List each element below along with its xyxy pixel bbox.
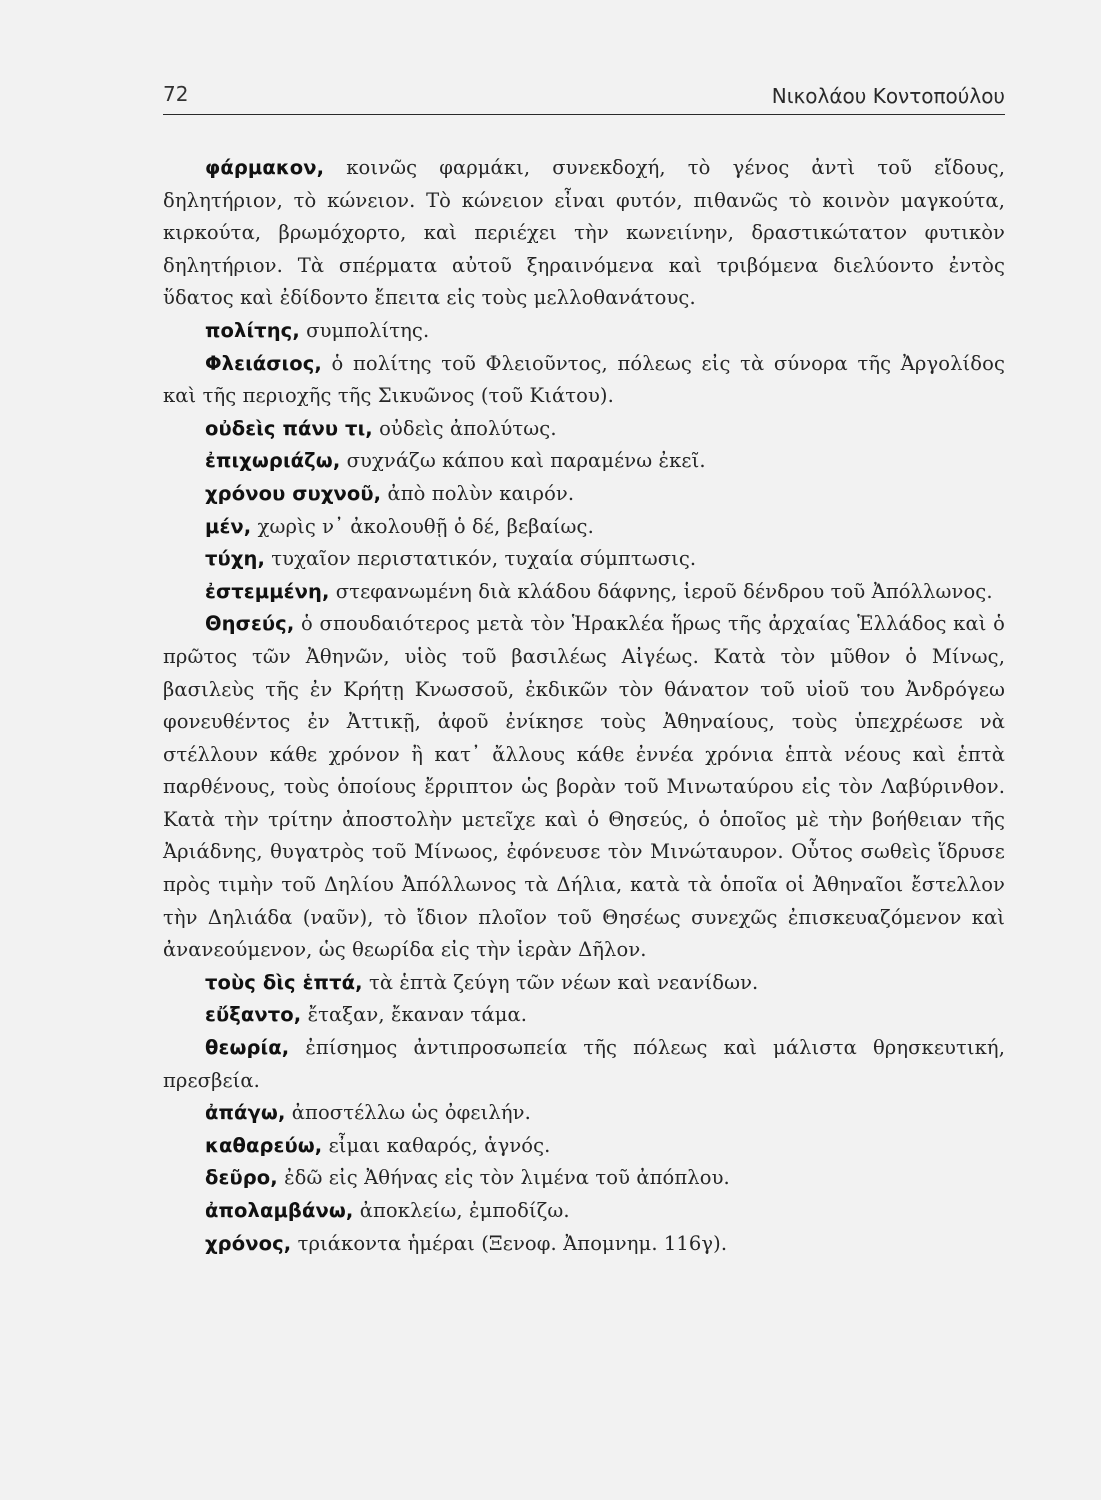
entry-term: καθαρεύω, (205, 1133, 323, 1157)
entry-term: ἐπιχωριάζω, (205, 449, 341, 473)
glossary-entry (163, 576, 1005, 609)
entry-term: Θησεύς, (205, 612, 295, 636)
entry-term: τύχη, (205, 547, 265, 571)
entry-term: χρόνου συχνοῦ, (205, 481, 382, 505)
glossary-entry (163, 152, 1005, 315)
glossary-entry (163, 1097, 1005, 1130)
glossary-entry (163, 967, 1005, 1000)
page-number: 72 (163, 82, 189, 106)
entry-definition: τυχαῖον περιστατικόν, τυχαία σύμπτωσις. (264, 547, 697, 571)
running-head-author: Νικολάου Κοντοπούλου (771, 84, 1005, 108)
entry-term: χρόνος, (205, 1231, 292, 1255)
glossary-entry (163, 999, 1005, 1032)
glossary-entry (163, 348, 1005, 413)
entry-definition: ἐπίσημος ἀντιπροσωπεία τῆς πόλεως καὶ μάλιστα θρησκευτική, πρεσβεία. (163, 1036, 1005, 1092)
entry-definition: ἀπὸ πολὺν καιρόν. (381, 481, 575, 505)
entry-definition: χωρὶς ν᾿ ἀκολουθῇ ὁ δέ, βεβαίως. (251, 514, 594, 538)
glossary (163, 152, 1005, 1260)
glossary-entry (163, 478, 1005, 511)
running-head (163, 78, 1005, 115)
entry-term: φάρμακον, (205, 156, 325, 179)
entry-definition: ἀποστέλλω ὡς ὀφειλήν. (285, 1101, 531, 1125)
entry-term: οὐδεὶς πάνυ τι, (205, 416, 373, 440)
entry-term: ἀπολαμβάνω, (205, 1199, 354, 1222)
entry-definition: ἔταξαν, ἔκαναν τάμα. (301, 1003, 528, 1027)
entry-term: θεωρία, (205, 1036, 290, 1060)
glossary-entry (163, 1032, 1005, 1097)
entry-definition: τριάκοντα ἡμέραι (Ξενοφ. Ἀπομνημ. 116γ). (291, 1231, 728, 1255)
entry-definition: κοινῶς φαρμάκι, συνεκδοχή, τὸ γένος ἀντὶ τοῦ εἴδους, δηλητήριον, τὸ κώνειον. Τὸ κώνειον εἶναι φυτόν, πιθανῶς τὸ κοινὸν μαγκούτα, κιρκούτα, βρωμόχορτο, καὶ περιέχει τὴν κωνειίνην, δραστικώτατον φυτικὸν δηλητήριον. Τὰ σπέρματα αὐτοῦ ξηραινόμενα καὶ τριβόμενα διελύοντο ἐντὸς ὕδατος καὶ ἐδίδοντο ἔπειτα εἰς τοὺς μελλοθανάτους. (163, 156, 1005, 310)
entry-term: ἀπάγω, (205, 1101, 286, 1125)
glossary-entry (163, 511, 1005, 544)
entry-definition: ἐδῶ εἰς Ἀθήνας εἰς τὸν λιμένα τοῦ ἀπόπλου. (277, 1166, 730, 1190)
entry-definition: συμπολίτης. (299, 318, 430, 342)
glossary-entry (163, 543, 1005, 576)
entry-definition: συχνάζω κάπου καὶ παραμένω ἐκεῖ. (340, 449, 706, 473)
entry-term: εὔξαντο, (205, 1003, 302, 1027)
entry-term: Φλειάσιος, (205, 351, 322, 375)
entry-definition: ὁ πολίτης τοῦ Φλειοῦντος, πόλεως εἰς τὰ σύνορα τῆς Ἀργολίδος καὶ τῆς περιοχῆς τῆς Σικυῶνος (τοῦ Κιάτου). (163, 351, 1005, 408)
glossary-entry (163, 413, 1005, 446)
glossary-entry (163, 608, 1005, 967)
entry-term: πολίτης, (205, 318, 300, 342)
entry-definition: εἶμαι καθαρός, ἁγνός. (322, 1133, 551, 1157)
entry-definition: οὐδεὶς ἀπολύτως. (372, 416, 557, 440)
entry-definition: ὁ σπουδαιότερος μετὰ τὸν Ἡρακλέα ἥρως τῆς ἀρχαίας Ἑλλάδος καὶ ὁ πρῶτος τῶν Ἀθηνῶν, υἱὸς τοῦ βασιλέως Αἰγέως. Κατὰ τὸν μῦθον ὁ Μίνως, βασιλεὺς τῆς ἐν Κρήτῃ Κνωσσοῦ, ἐκδικῶν τὸν θάνατον τοῦ υἱοῦ του Ἀνδρόγεω φονευθέντος ἐν Ἀττικῇ, ἀφοῦ ἐνίκησε τοὺς Ἀθηναίους, τοὺς ὑπεχρέωσε νὰ στέλλουν κάθε χρόνον ἢ κατ᾿ ἄλλους κάθε ἐννέα χρόνια ἑπτὰ νέους καὶ ἑπτὰ παρθένους, τοὺς ὁποίους ἔρριπτον ὡς βορὰν τοῦ Μινωταύρου εἰς τὸν Λαβύρινθον. Κατὰ τὴν τρίτην ἀποστολὴν μετεῖχε καὶ ὁ Θησεύς, ὁ ὁποῖος μὲ τὴν βοήθειαν τῆς Ἀριάδνης, θυγατρὸς τοῦ Μίνωος, ἐφόνευσε τὸν Μινώταυρον. Οὗτος σωθεὶς ἵδρυσε πρὸς τιμὴν τοῦ Δηλίου Ἀπόλλωνος τὰ Δήλια, κατὰ τὰ ὁποῖα οἱ Ἀθηναῖοι ἔστελλον τὴν Δηλιάδα (ναῦν), τὸ ἴδιον πλοῖον τοῦ Θησέως συνεχῶς ἐπισκευαζόμενον καὶ ἀνανεούμενον, ὡς θεωρίδα εἰς τὴν ἱερὰν Δῆλον. (163, 612, 1005, 962)
glossary-entry (163, 1162, 1005, 1195)
entry-definition: στεφανωμένη διὰ κλάδου δάφνης, ἱεροῦ δένδρου τοῦ Ἀπόλλωνος. (329, 579, 993, 603)
glossary-entry (163, 1228, 1005, 1261)
glossary-entry (163, 1195, 1005, 1228)
entry-term: ἐστεμμένη, (205, 579, 330, 603)
glossary-entry (163, 1130, 1005, 1163)
glossary-entry (163, 445, 1005, 478)
glossary-entry (163, 315, 1005, 348)
entry-term: τοὺς δὶς ἑπτά, (205, 970, 363, 994)
entry-definition: τὰ ἑπτὰ ζεύγη τῶν νέων καὶ νεανίδων. (362, 970, 759, 994)
entry-term: δεῦρο, (205, 1166, 278, 1190)
entry-term: μέν, (205, 514, 252, 538)
entry-definition: ἀποκλείω, ἐμποδίζω. (353, 1199, 570, 1222)
